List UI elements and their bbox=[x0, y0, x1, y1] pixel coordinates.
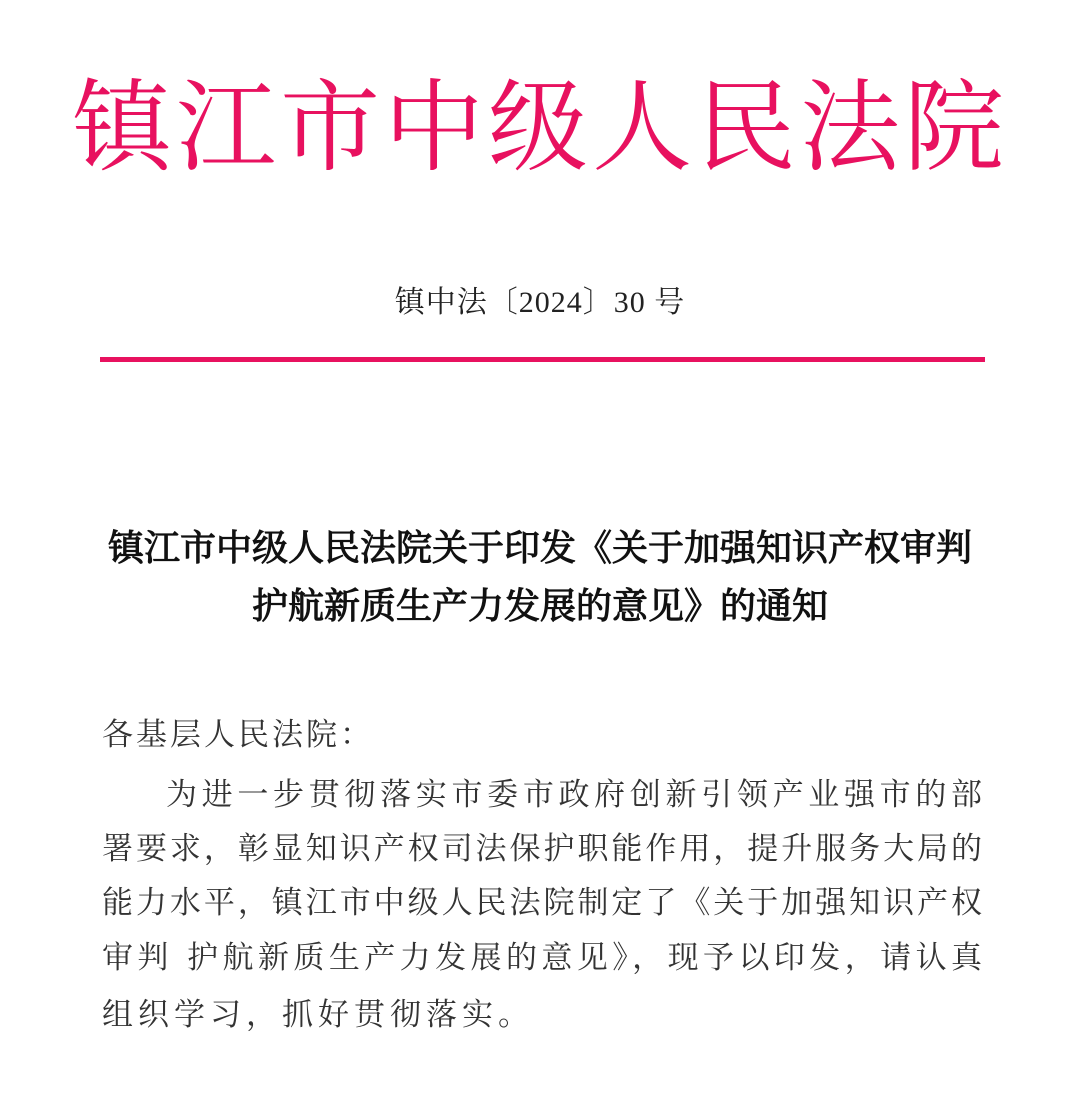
body-text-line: 审判 护航新质生产力发展的意见》，现予以印发，请认真 bbox=[102, 940, 982, 976]
body-text-line: 为进一步贯彻落实市委市政府创新引领产业强市的部 bbox=[166, 777, 982, 813]
salutation: 各基层人民法院： bbox=[102, 717, 374, 753]
document-number: 镇中法〔2024〕30 号 bbox=[394, 286, 686, 319]
body-text-line: 组织学习，抓好贯彻落实。 bbox=[102, 997, 534, 1033]
title-line: 护航新质生产力发展的意见》的通知 bbox=[251, 586, 828, 627]
title-line: 镇江市中级人民法院关于印发《关于加强知识产权审判 bbox=[107, 528, 972, 569]
red-separator-rule bbox=[100, 357, 985, 362]
issuing-authority-masthead: 镇江市中级人民法院 bbox=[72, 69, 1008, 186]
body-text-line: 能力水平，镇江市中级人民法院制定了《关于加强知识产权 bbox=[102, 885, 982, 921]
document-title bbox=[80, 520, 1000, 636]
body-text-line: 署要求，彰显知识产权司法保护职能作用，提升服务大局的 bbox=[102, 831, 982, 867]
